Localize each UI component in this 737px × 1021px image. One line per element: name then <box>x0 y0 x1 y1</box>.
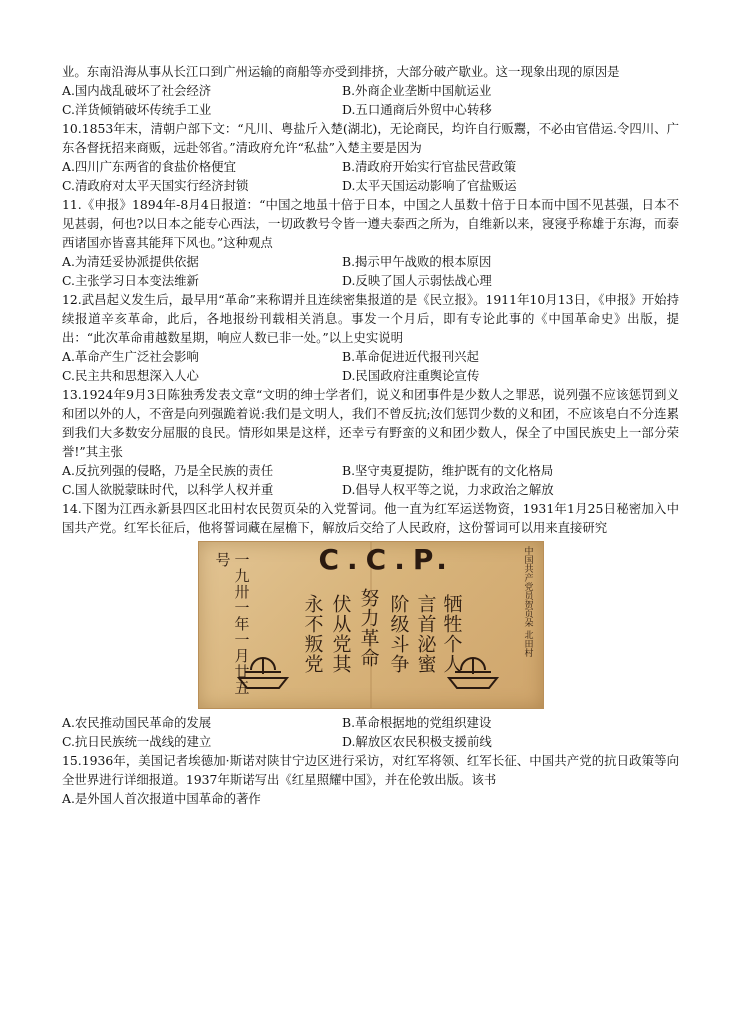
option-b: B.外商企业垄断中国航运业 <box>342 83 492 98</box>
option-b: B.革命促进近代报刊兴起 <box>342 349 479 364</box>
question-14-options <box>62 713 679 751</box>
oath-column-5: 伏从党其 <box>329 594 352 674</box>
option-d: D.民国政府注重舆论宣传 <box>342 368 480 383</box>
option-d: D.反映了国人示弱怯战心理 <box>342 273 492 288</box>
option-a: A.革命产生广泛社会影响 <box>62 349 199 364</box>
question-10: 10.1853年末，清朝户部下文：“凡川、粤盐斤入楚(湖北)，无论商民，均许自行贩鬻，不必由官借运.令四川、广东各督抚招来商贩，远赴邻省。”清政府允许“私盐”入楚主要是因为 <box>62 121 679 155</box>
question-11: 11.《申报》1894年-8月4日报道：“中国之地虽十倍于日本，中国之人虽数十倍于日本而中国不见甚强，日本不见甚弱，何也?以日本之能专心西法，一切政教号令皆一遵夫泰西之所为，自维新以来，寖寖乎称雄于东海，而泰西诸国亦皆喜其能拜下风也。”这种观点 <box>62 197 679 250</box>
option-a: A.反抗列强的侵略，乃是全民族的责任 <box>62 463 274 478</box>
option-c: C.洋货倾销破坏传统手工业 <box>62 102 212 117</box>
option-b: B.坚守夷夏提防，维护既有的文化格局 <box>342 463 554 478</box>
option-a: A.四川广东两省的食盐价格便宜 <box>62 159 236 174</box>
oath-column-2: 言首泌蜜 <box>414 594 437 674</box>
question-9-continued: 业。东南沿海从事从长江口到广州运输的商船等亦受到排挤，大部分破产歇业。这一现象出现的原因是 <box>62 64 620 79</box>
question-12: 12.武昌起义发生后，最早用“革命”来称谓并且连续密集报道的是《民立报》。1911年10月13日，《申报》开始持续报道辛亥革命，此后，各地报纷刊载相关消息。事发一个月后，即有专论此事的《中国革命史》出版，提出：“此次革命甫越数星期，响应人数已非一处。”以上史实说明 <box>62 292 679 345</box>
option-d: D.解放区农民积极支援前线 <box>342 734 492 749</box>
oath-column-6: 永不叛党 <box>301 594 324 674</box>
question-13-options <box>62 461 679 499</box>
option-a: A.为清廷妥协派提供依据 <box>62 254 199 269</box>
question-15: 15.1936年，美国记者埃德加·斯诺对陕甘宁边区进行采访，对红军将领、红军长征、中国共产党的抗日政策等向全世界进行详细报道。1937年斯诺写出《红星照耀中国》，并在伦敦出版。该书 <box>62 753 679 787</box>
question-11-options <box>62 252 679 290</box>
option-c: C.抗日民族统一战线的建立 <box>62 734 212 749</box>
option-a: A.农民推动国民革命的发展 <box>62 715 212 730</box>
oath-side-note: 中国共产党员贺页朵 北田村 <box>522 546 533 657</box>
oath-heading: C.C.P. <box>318 543 455 576</box>
question-13: 13.1924年9月3日陈独秀发表文章“文明的绅士学者们，说义和团事件是少数人之罪恶，说列强不应该惩罚到义和团以外的人，不啻是向列强跪着说:我们是文明人，我们不曾反抗;汝们惩罚少数的义和团，不应该皂白不分连累到我们大多数安分屈服的良民。情形如果是这样，还幸亏有野蛮的义和团少数人，保全了中国民族史上一部分荣誉!”其主张 <box>62 387 679 459</box>
question-12-options <box>62 347 679 385</box>
option-a: A.是外国人首次报道中国革命的著作 <box>62 791 261 806</box>
option-c: C.主张学习日本变法维新 <box>62 273 199 288</box>
option-b: B.揭示甲午战败的根本原因 <box>342 254 492 269</box>
party-oath-image <box>198 541 544 709</box>
oath-column-3: 阶级斗争 <box>387 594 410 674</box>
oath-column-1: 牺牲个人 <box>440 594 463 674</box>
option-c: C.清政府对太平天国实行经济封锁 <box>62 178 249 193</box>
option-b: B.清政府开始实行官盐民营政策 <box>342 159 517 174</box>
option-d: D.太平天国运动影响了官盐贩运 <box>342 178 517 193</box>
question-9-options <box>62 81 679 119</box>
question-10-options <box>62 157 679 195</box>
oath-figure <box>62 541 679 709</box>
option-c: C.国人欲脱蒙昧时代，以科学人权并重 <box>62 482 274 497</box>
question-14: 14.下图为江西永新县四区北田村农民贺页朵的入党誓词。他一直为红军运送物资，1931年1月25日秘密加入中国共产党。红军长征后，他将誓词藏在屋檐下，解放后交给了人民政府，这份誓词可以用来直接研究 <box>62 501 679 535</box>
oath-column-4: 努力革命 <box>357 588 380 668</box>
option-b: B.革命根据地的党组织建设 <box>342 715 492 730</box>
option-d: D.倡导人权平等之说，力求政治之解放 <box>342 482 554 497</box>
option-a: A.国内战乱破坏了社会经济 <box>62 83 212 98</box>
oath-date: 一九卅一年一月廿五号 <box>213 552 251 696</box>
question-15-options <box>62 789 679 808</box>
exam-content <box>62 62 679 808</box>
option-d: D.五口通商后外贸中心转移 <box>342 102 492 117</box>
option-c: C.民主共和思想深入人心 <box>62 368 199 383</box>
